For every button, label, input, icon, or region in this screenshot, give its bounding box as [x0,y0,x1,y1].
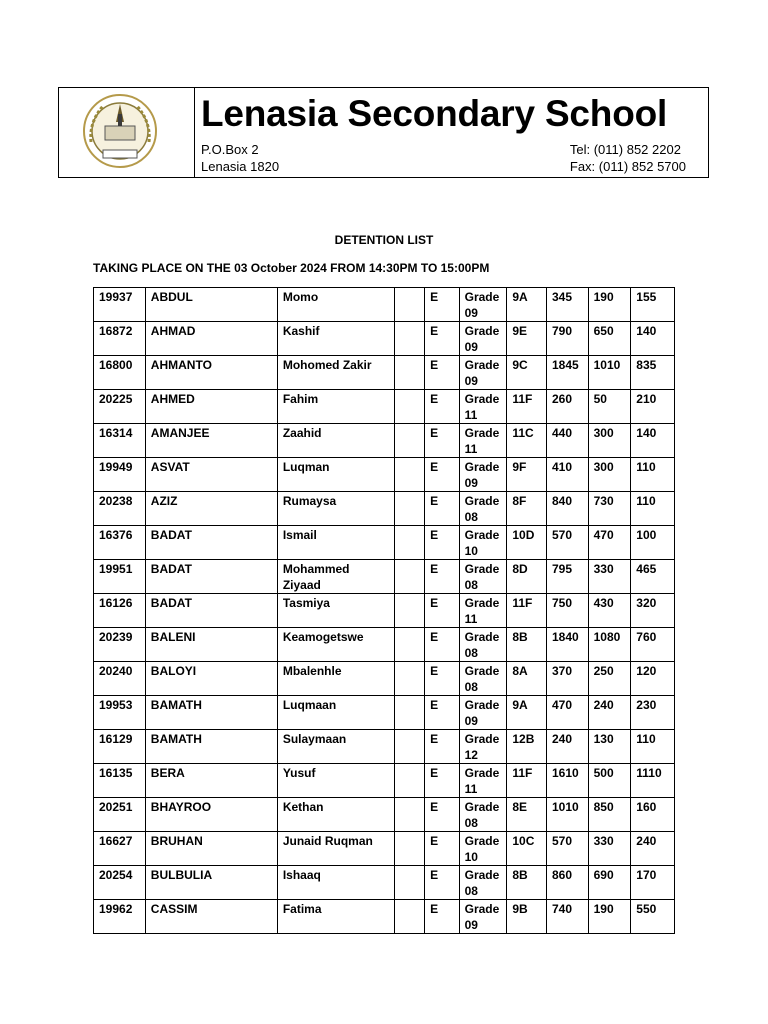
table-row [94,492,675,526]
cell-grade: Grade 09 [459,900,507,934]
cell-grade: Grade 09 [459,696,507,730]
cell-grade: Grade 09 [459,288,507,322]
cell-first-name: Zaahid [277,424,394,458]
cell-first-name: Ishaaq [277,866,394,900]
cell-served: 850 [588,798,631,832]
cell-class: 8D [507,560,547,594]
cell-student-number: 19953 [94,696,146,730]
table-row [94,424,675,458]
cell-first-name: Keamogetswe [277,628,394,662]
cell-student-number: 16126 [94,594,146,628]
cell-outstanding: 110 [631,492,675,526]
document-title: DETENTION LIST [334,233,434,247]
cell-outstanding: 465 [631,560,675,594]
cell-surname: AHMAD [145,322,277,356]
cell-total: 740 [546,900,588,934]
detention-table [93,287,675,934]
cell-first-name: Mohammed Ziyaad [277,560,394,594]
cell-code: E [425,594,460,628]
cell-served: 50 [588,390,631,424]
cell-served: 130 [588,730,631,764]
cell-student-number: 16800 [94,356,146,390]
cell-total: 790 [546,322,588,356]
cell-total: 1845 [546,356,588,390]
contact-block [570,141,686,175]
telephone: Tel: (011) 852 2202 [569,142,681,157]
cell-blank [394,764,424,798]
cell-class: 11F [507,390,547,424]
cell-surname: BULBULIA [145,866,277,900]
cell-class: 9C [507,356,547,390]
cell-grade: Grade 09 [459,356,507,390]
table-row [94,356,675,390]
cell-total: 1010 [546,798,588,832]
cell-blank [394,492,424,526]
cell-outstanding: 110 [631,458,675,492]
cell-outstanding: 110 [631,730,675,764]
cell-served: 690 [588,866,631,900]
table-row [94,764,675,798]
cell-blank [394,526,424,560]
cell-total: 860 [546,866,588,900]
cell-code: E [425,832,460,866]
cell-total: 440 [546,424,588,458]
cell-outstanding: 100 [631,526,675,560]
cell-student-number: 20240 [94,662,146,696]
cell-student-number: 16314 [94,424,146,458]
cell-total: 240 [546,730,588,764]
cell-blank [394,322,424,356]
logo-cell [59,88,195,177]
table-row [94,832,675,866]
table-row [94,560,675,594]
cell-total: 345 [546,288,588,322]
cell-surname: ASVAT [145,458,277,492]
cell-surname: BERA [145,764,277,798]
cell-surname: BADAT [145,526,277,560]
cell-class: 11C [507,424,547,458]
cell-total: 470 [546,696,588,730]
cell-class: 8F [507,492,547,526]
table-row [94,458,675,492]
cell-outstanding: 155 [631,288,675,322]
cell-grade: Grade 09 [459,458,507,492]
cell-blank [394,730,424,764]
cell-outstanding: 210 [631,390,675,424]
cell-blank [394,866,424,900]
cell-surname: ABDUL [145,288,277,322]
cell-grade: Grade 08 [459,560,507,594]
cell-first-name: Kashif [277,322,394,356]
cell-student-number: 16129 [94,730,146,764]
cell-total: 410 [546,458,588,492]
cell-first-name: Momo [277,288,394,322]
cell-served: 330 [588,832,631,866]
cell-first-name: Fahim [277,390,394,424]
cell-class: 11F [507,764,547,798]
cell-code: E [425,628,460,662]
cell-total: 1610 [546,764,588,798]
cell-outstanding: 835 [631,356,675,390]
cell-class: 9E [507,322,547,356]
cell-surname: BALENI [145,628,277,662]
cell-blank [394,560,424,594]
table-row [94,662,675,696]
cell-first-name: Luqman [277,458,394,492]
cell-class: 8B [507,866,547,900]
cell-grade: Grade 10 [459,832,507,866]
cell-surname: BADAT [145,560,277,594]
cell-served: 470 [588,526,631,560]
cell-blank [394,628,424,662]
cell-surname: AZIZ [145,492,277,526]
cell-student-number: 16135 [94,764,146,798]
cell-class: 8A [507,662,547,696]
address-block [201,141,279,175]
cell-served: 190 [588,288,631,322]
cell-class: 9A [507,696,547,730]
table-row [94,594,675,628]
cell-total: 370 [546,662,588,696]
cell-student-number: 19937 [94,288,146,322]
cell-served: 300 [588,424,631,458]
cell-student-number: 20239 [94,628,146,662]
cell-blank [394,662,424,696]
cell-class: 9F [507,458,547,492]
cell-first-name: Kethan [277,798,394,832]
cell-surname: BAMATH [145,696,277,730]
cell-class: 10C [507,832,547,866]
cell-served: 1010 [588,356,631,390]
cell-code: E [425,730,460,764]
cell-code: E [425,526,460,560]
cell-grade: Grade 11 [459,764,507,798]
cell-surname: CASSIM [145,900,277,934]
cell-served: 500 [588,764,631,798]
cell-served: 300 [588,458,631,492]
cell-grade: Grade 08 [459,662,507,696]
cell-grade: Grade 08 [459,866,507,900]
cell-total: 570 [546,832,588,866]
table-row [94,730,675,764]
cell-grade: Grade 11 [459,390,507,424]
cell-grade: Grade 11 [459,594,507,628]
cell-student-number: 20251 [94,798,146,832]
cell-class: 12B [507,730,547,764]
cell-code: E [425,356,460,390]
cell-first-name: Tasmiya [277,594,394,628]
cell-grade: Grade 12 [459,730,507,764]
cell-class: 8B [507,628,547,662]
cell-outstanding: 240 [631,832,675,866]
cell-student-number: 16872 [94,322,146,356]
cell-code: E [425,900,460,934]
cell-code: E [425,764,460,798]
school-name: Lenasia Secondary School [201,93,668,134]
cell-code: E [425,866,460,900]
cell-total: 795 [546,560,588,594]
cell-code: E [425,560,460,594]
table-row [94,696,675,730]
cell-outstanding: 170 [631,866,675,900]
cell-total: 1840 [546,628,588,662]
cell-total: 840 [546,492,588,526]
cell-total: 750 [546,594,588,628]
table-row [94,866,675,900]
cell-first-name: Ismail [277,526,394,560]
cell-served: 730 [588,492,631,526]
fax: Fax: (011) 852 5700 [569,159,686,174]
cell-surname: BHAYROO [145,798,277,832]
cell-code: E [425,458,460,492]
table-row [94,628,675,662]
cell-outstanding: 760 [631,628,675,662]
cell-student-number: 19949 [94,458,146,492]
cell-served: 650 [588,322,631,356]
cell-blank [394,696,424,730]
table-row [94,526,675,560]
table-body [94,288,675,934]
cell-blank [394,424,424,458]
cell-blank [394,594,424,628]
cell-code: E [425,424,460,458]
cell-grade: Grade 11 [459,424,507,458]
cell-student-number: 19962 [94,900,146,934]
cell-student-number: 16627 [94,832,146,866]
cell-first-name: Yusuf [277,764,394,798]
document-subtitle: TAKING PLACE ON THE 03 October 2024 FROM 14:30PM TO 15:00PM [93,261,490,275]
cell-served: 1080 [588,628,631,662]
cell-outstanding: 120 [631,662,675,696]
table-row [94,288,675,322]
cell-grade: Grade 10 [459,526,507,560]
cell-surname: BRUHAN [145,832,277,866]
cell-surname: AHMED [145,390,277,424]
cell-outstanding: 140 [631,322,675,356]
cell-class: 9A [507,288,547,322]
cell-class: 9B [507,900,547,934]
cell-served: 250 [588,662,631,696]
cell-outstanding: 550 [631,900,675,934]
cell-outstanding: 160 [631,798,675,832]
cell-code: E [425,662,460,696]
cell-surname: BADAT [145,594,277,628]
cell-grade: Grade 08 [459,492,507,526]
cell-first-name: Junaid Ruqman [277,832,394,866]
cell-blank [394,390,424,424]
cell-first-name: Fatima [277,900,394,934]
cell-student-number: 20225 [94,390,146,424]
table-row [94,900,675,934]
cell-code: E [425,390,460,424]
cell-class: 11F [507,594,547,628]
cell-blank [394,900,424,934]
cell-first-name: Mbalenhle [277,662,394,696]
cell-grade: Grade 08 [459,798,507,832]
cell-served: 190 [588,900,631,934]
cell-student-number: 16376 [94,526,146,560]
cell-code: E [425,798,460,832]
table-row [94,322,675,356]
cell-code: E [425,322,460,356]
cell-first-name: Sulaymaan [277,730,394,764]
cell-student-number: 19951 [94,560,146,594]
cell-blank [394,832,424,866]
table-row [94,798,675,832]
cell-grade: Grade 09 [459,322,507,356]
cell-outstanding: 230 [631,696,675,730]
cell-served: 240 [588,696,631,730]
cell-blank [394,288,424,322]
cell-surname: AMANJEE [145,424,277,458]
cell-code: E [425,288,460,322]
cell-code: E [425,492,460,526]
cell-outstanding: 140 [631,424,675,458]
cell-served: 430 [588,594,631,628]
cell-outstanding: 320 [631,594,675,628]
cell-student-number: 20238 [94,492,146,526]
cell-blank [394,458,424,492]
cell-blank [394,798,424,832]
cell-first-name: Rumaysa [277,492,394,526]
school-crest-icon [81,92,159,170]
letterhead [58,87,709,178]
cell-class: 8E [507,798,547,832]
cell-code: E [425,696,460,730]
cell-surname: BAMATH [145,730,277,764]
cell-grade: Grade 08 [459,628,507,662]
cell-first-name: Luqmaan [277,696,394,730]
cell-surname: BALOYI [145,662,277,696]
cell-first-name: Mohomed Zakir [277,356,394,390]
cell-surname: AHMANTO [145,356,277,390]
cell-student-number: 20254 [94,866,146,900]
table-row [94,390,675,424]
cell-total: 260 [546,390,588,424]
cell-blank [394,356,424,390]
cell-outstanding: 1110 [631,764,675,798]
town: Lenasia 1820 [201,159,280,174]
po-box: P.O.Box 2 [201,142,259,157]
cell-class: 10D [507,526,547,560]
cell-served: 330 [588,560,631,594]
cell-total: 570 [546,526,588,560]
